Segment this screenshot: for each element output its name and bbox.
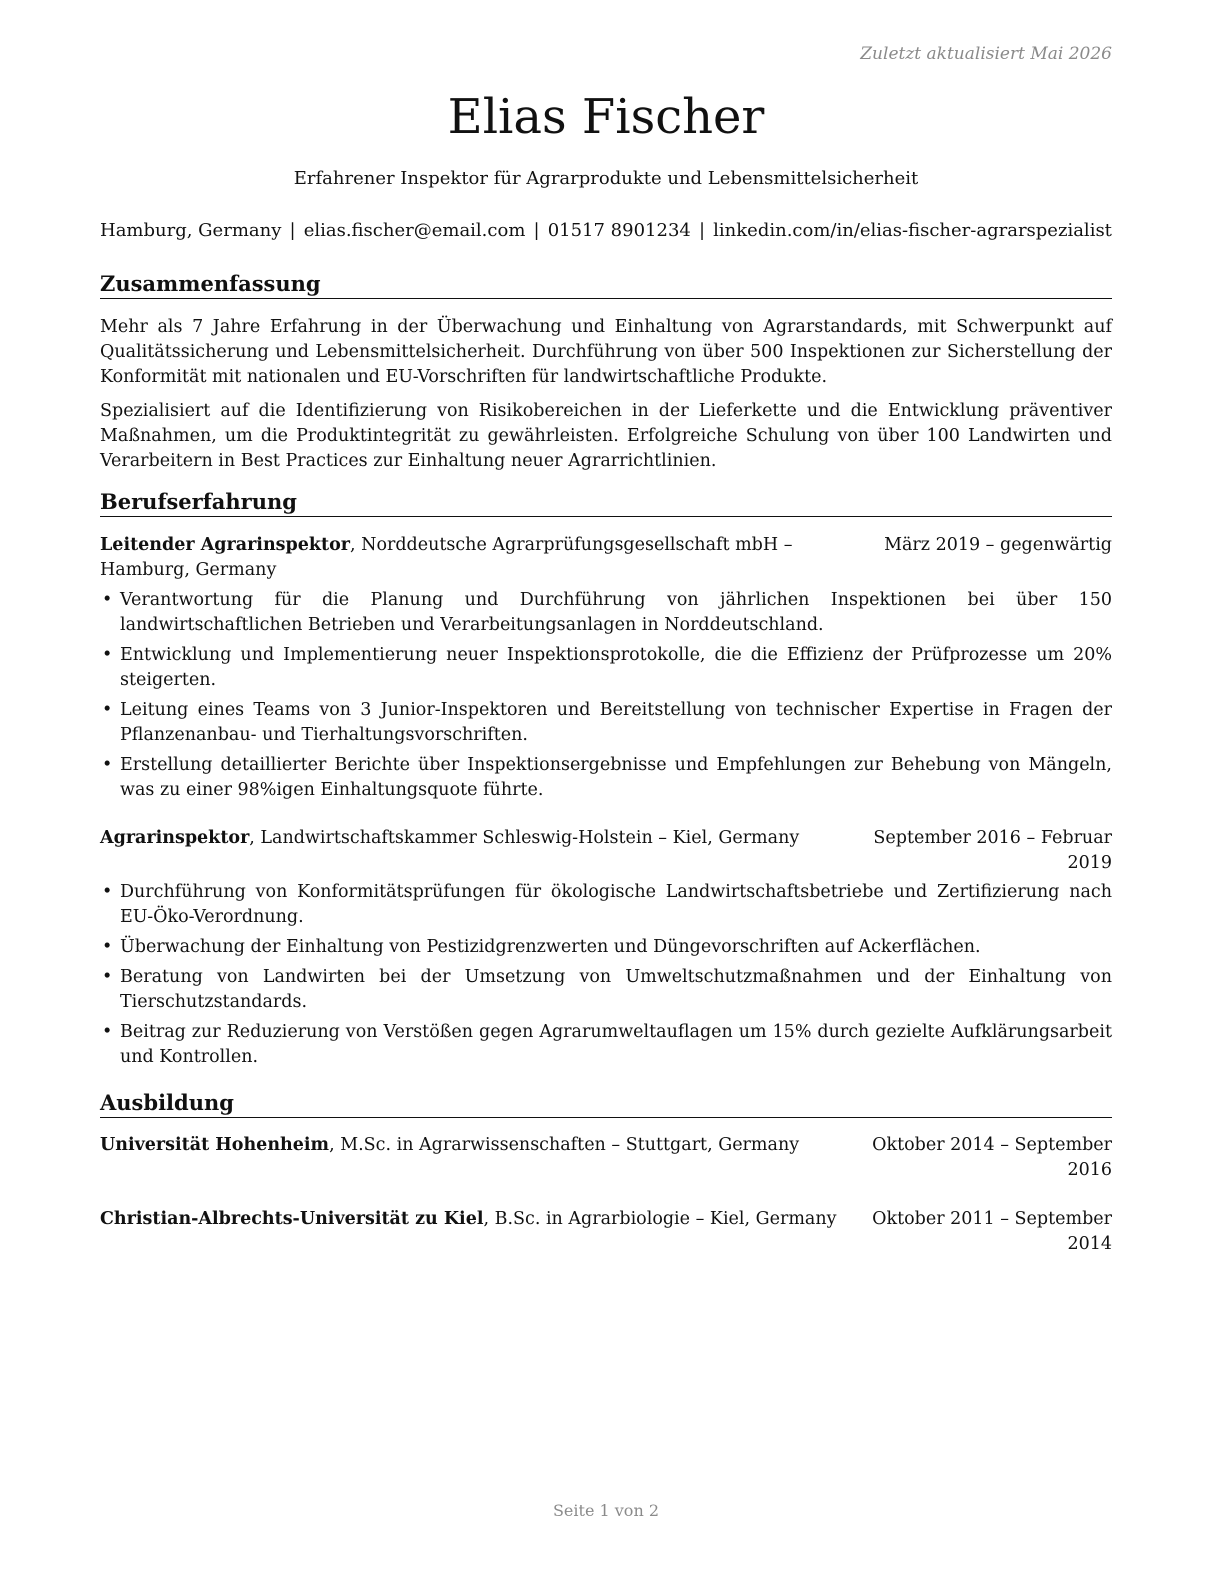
list-item: • Durchführung von Konformitätsprüfungen für ökologische Landwirtschaftsbetriebe und Zertifizierung nach EU-Öko-Verordnung. xyxy=(100,880,1112,930)
education-title-line xyxy=(100,1133,799,1183)
education-school: Universität Hohenheim xyxy=(100,1135,330,1155)
list-item: • Entwicklung und Implementierung neuer Inspektionsprotokolle, die die Effizienz der Prüfprozesse um 20% steigerten. xyxy=(100,643,1112,693)
list-item: • Verantwortung für die Planung und Durchführung von jährlichen Inspektionen bei über 150 landwirtschaftlichen Betrieben und Verarbeitungsanlagen in Norddeutschland. xyxy=(100,588,1112,638)
education-item xyxy=(100,1133,1112,1183)
list-item: • Erstellung detaillierter Berichte über Inspektionsergebnisse und Empfehlungen zur Behebung von Mängeln, was zu einer 98%igen Einhaltungsquote führte. xyxy=(100,753,1112,803)
summary-paragraph: Spezialisiert auf die Identifizierung von Risikobereichen in der Lieferkette und die Entwicklung präventiver Maßnahmen, um die Produktintegrität zu gewährleisten. Erfolgreiche Schulung von über 100 Landwirten und Verarbeitern in Best Practices zur Einhaltung neuer Agrarrichtlinien. xyxy=(100,401,1112,471)
summary-paragraph: Mehr als 7 Jahre Erfahrung in der Überwachung und Einhaltung von Agrarstandards, mit Schwerpunkt auf Qualitätssicherung und Lebensmittelsicherheit. Durchführung von über 500 Inspektionen zur Sicherstellung der Konformität mit nationalen und EU-Vorschriften für landwirtschaftliche Produkte. xyxy=(100,317,1112,387)
list-item: • Leitung eines Teams von 3 Junior-Inspektoren und Bereitstellung von technischer Expertise in Fragen der Pflanzenanbau- und Tierhaltungsvorschriften. xyxy=(100,698,1112,748)
education-detail: , B.Sc. in Agrarbiologie – Kiel, Germany xyxy=(483,1209,837,1229)
job-bullets xyxy=(100,588,1112,808)
job-title-line xyxy=(100,533,872,583)
job-date: März 2019 – gegenwärtig xyxy=(884,535,1112,555)
contact-line xyxy=(100,218,1112,244)
list-item: • Überwachung der Einhaltung von Pestizidgrenzwerten und Düngevorschriften auf Ackerflächen. xyxy=(100,935,1112,960)
resume-page xyxy=(100,0,1112,1584)
job-header xyxy=(100,826,1112,876)
job-title-line xyxy=(100,826,799,876)
section-title-experience: Berufserfahrung xyxy=(100,488,1112,517)
job-date: September 2016 – Februar 2019 xyxy=(873,828,1112,873)
contact-linkedin[interactable]: linkedin.com/in/elias-fischer-agrarspezialist xyxy=(713,220,1112,241)
list-item: • Beitrag zur Reduzierung von Verstößen gegen Agrarumweltauflagen um 15% durch gezielte Aufklärungsarbeit und Kontrollen. xyxy=(100,1020,1112,1070)
job-role: Agrarinspektor xyxy=(100,828,250,848)
contact-separator: | xyxy=(698,220,706,241)
page-number: Seite 1 von 2 xyxy=(552,1501,660,1520)
education-date: Oktober 2011 – September 2014 xyxy=(872,1209,1112,1254)
contact-email[interactable]: elias.fischer@email.com xyxy=(303,220,526,241)
contact-location: Hamburg, Germany xyxy=(100,220,282,241)
headline: Erfahrener Inspektor für Agrarprodukte und Lebensmittelsicherheit xyxy=(293,168,919,189)
job-company: , Norddeutsche Agrarprüfungsgesellschaft mbH – Hamburg, Germany xyxy=(100,535,793,580)
section-title-education: Ausbildung xyxy=(100,1089,1112,1118)
contact-phone: 01517 8901234 xyxy=(547,220,691,241)
education-item xyxy=(100,1207,1112,1257)
section-title-summary: Zusammenfassung xyxy=(100,270,1112,299)
contact-separator: | xyxy=(289,220,296,241)
job-bullets xyxy=(100,880,1112,1075)
candidate-name: Elias Fischer xyxy=(447,89,765,145)
job-company: , Landwirtschaftskammer Schleswig-Holstein – Kiel, Germany xyxy=(249,828,800,848)
list-item: • Beratung von Landwirten bei der Umsetzung von Umweltschutzmaßnahmen und der Einhaltung von Tierschutzstandards. xyxy=(100,965,1112,1015)
last-updated: Zuletzt aktualisiert Mai 2026 xyxy=(860,44,1112,64)
education-detail: , M.Sc. in Agrarwissenschaften – Stuttgart, Germany xyxy=(329,1135,800,1155)
education-school: Christian-Albrechts-Universität zu Kiel xyxy=(100,1209,484,1229)
education-title-line xyxy=(100,1207,837,1257)
job-role: Leitender Agrarinspektor xyxy=(100,535,350,555)
contact-separator: | xyxy=(533,220,540,241)
job-header xyxy=(100,533,1112,583)
education-date: Oktober 2014 – September 2016 xyxy=(872,1135,1112,1180)
